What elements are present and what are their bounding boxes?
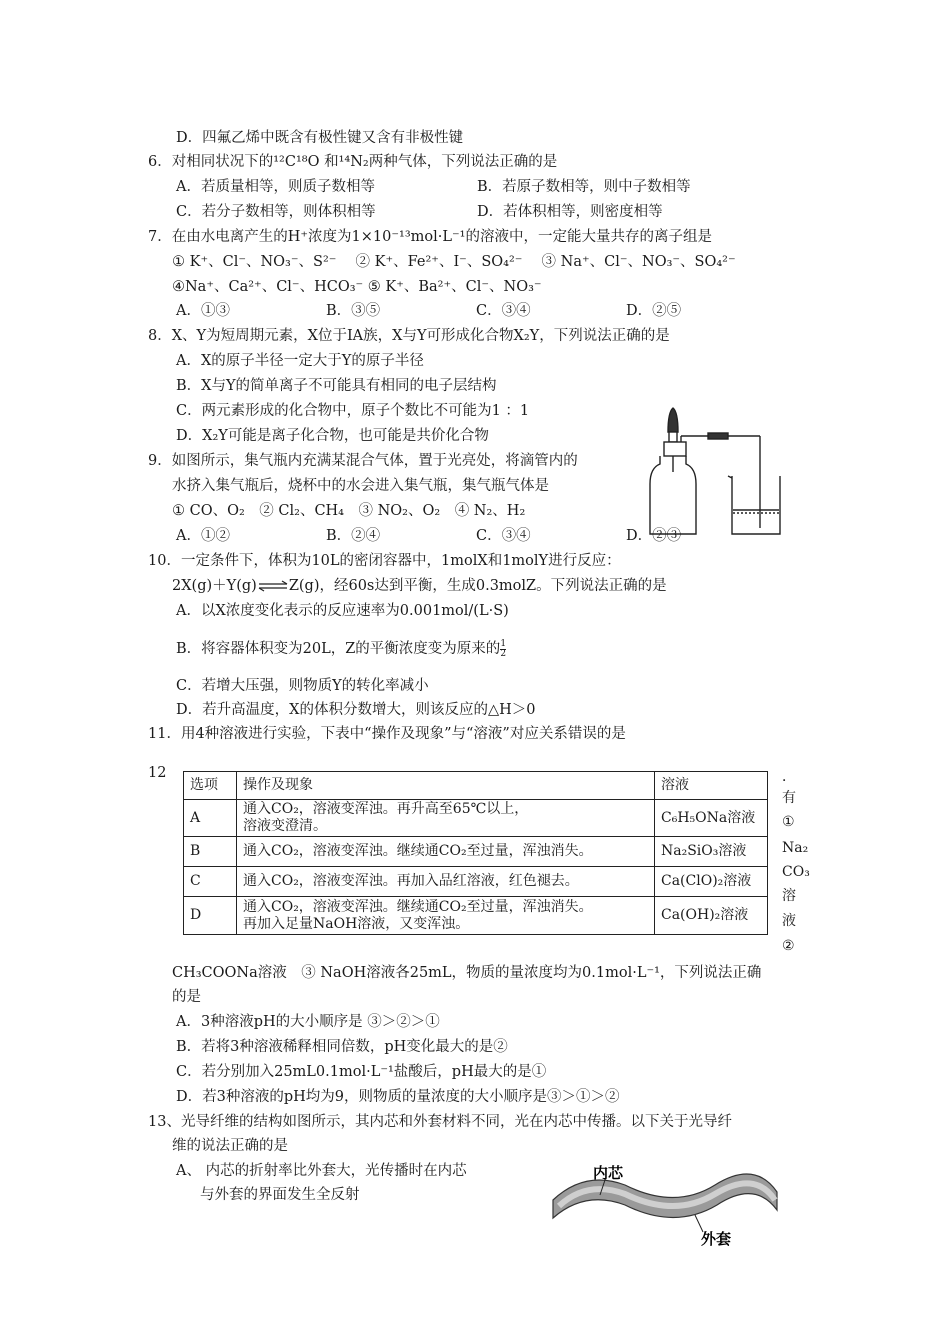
q9-option-b: B．②④	[326, 528, 381, 544]
q10-stem: 10．一定条件下，体积为10L的密闭容器中，1molX和1molY进行反应：	[148, 553, 621, 569]
table-cell-option: C	[184, 867, 237, 897]
q6-option-d: D．若体积相等，则密度相等	[477, 204, 663, 220]
q8-option-a: A．X的原子半径一定大于Y的原子半径	[176, 353, 424, 369]
side-text-4: Na₂	[782, 840, 809, 856]
q9-option-a: A．①②	[176, 528, 230, 544]
table-cell-solution: Ca(ClO)₂溶液	[655, 867, 768, 897]
q7-ion-groups-1: ① K⁺、Cl⁻、NO₃⁻、S²⁻ ② K⁺、Fe²⁺、I⁻、SO₄²⁻ ③ Na⁺、Cl⁻、NO₃⁻、SO₄²⁻	[172, 254, 736, 270]
q13-stem-line2: 维的说法正确的是	[172, 1138, 288, 1154]
q9-stem-line2: 水挤入集气瓶后，烧杯中的水会进入集气瓶，集气瓶气体是	[172, 478, 549, 494]
q9-gas-list: ① CO、O₂ ② Cl₂、CH₄ ③ NO₂、O₂ ④ N₂、H₂	[172, 503, 526, 519]
q13-option-a-line2: 与外套的界面发生全反射	[200, 1187, 360, 1203]
q10-option-c: C．若增大压强，则物质Y的转化率减小	[176, 678, 429, 694]
side-text-6: 溶	[782, 888, 796, 904]
q11-stem: 11．用4种溶液进行实验，下表中“操作及现象”与“溶液”对应关系错误的是	[148, 726, 626, 742]
table-cell-operation: 通入CO₂，溶液变浑浊。再加入品红溶液，红色褪去。	[237, 867, 655, 897]
operation-line-1: 通入CO₂，溶液变浑浊。继续通CO₂至过量，浑浊消失。	[243, 898, 593, 915]
table-cell-option: A	[184, 800, 237, 837]
q6-option-a: A．若质量相等，则质子数相等	[176, 179, 375, 195]
q12-stem-cont: CH₃COONa溶液 ③ NaOH溶液各25mL，物质的量浓度均为0.1mol·L⁻¹，下列说法正确	[172, 965, 762, 981]
table-row	[184, 867, 768, 897]
side-text-7: 液	[782, 913, 796, 929]
q7-option-c: C．③④	[476, 303, 531, 319]
table-cell-solution: Ca(OH)₂溶液	[655, 897, 768, 935]
q6-stem: 6．对相同状况下的¹²C¹⁸O 和¹⁴N₂两种气体，下列说法正确的是	[148, 154, 558, 170]
side-text-3: ①	[782, 814, 795, 830]
gas-bottle-apparatus-figure	[640, 400, 790, 540]
table-row	[184, 897, 768, 935]
fraction-numerator: 1	[500, 638, 507, 649]
table-header-operation: 操作及现象	[237, 772, 655, 800]
side-text-5: CO₃	[782, 864, 810, 880]
q9-option-c: C．③④	[476, 528, 531, 544]
jacket-label: 外套	[701, 1230, 732, 1248]
table-cell-solution: C₆H₅ONa溶液	[655, 800, 768, 837]
q12-option-b: B．若将3种溶液稀释相同倍数，pH变化最大的是②	[176, 1039, 508, 1055]
optical-fiber-figure	[545, 1140, 785, 1250]
table-cell-solution: Na₂SiO₃溶液	[655, 837, 768, 867]
q7-option-b: B．③⑤	[326, 303, 381, 319]
table-cell-operation	[237, 800, 655, 837]
q12-option-d: D．若3种溶液的pH均为9，则物质的量浓度的大小顺序是③＞①＞②	[176, 1089, 620, 1105]
side-text-1: ．	[782, 769, 796, 785]
q6-option-c: C．若分子数相等，则体积相等	[176, 204, 376, 220]
q7-option-a: A．①③	[176, 303, 230, 319]
q10-option-b	[176, 639, 506, 659]
q8-option-d: D．X₂Y可能是离子化合物，也可能是共价化合物	[176, 428, 489, 444]
q10-equation-reactants: 2X(g)＋Y(g)	[172, 578, 257, 594]
q7-ion-groups-2: ④Na⁺、Ca²⁺、Cl⁻、HCO₃⁻ ⑤ K⁺、Ba²⁺、Cl⁻、NO₃⁻	[172, 279, 542, 295]
operation-line-1: 通入CO₂，溶液变浑浊。再升高至65℃以上，	[243, 801, 529, 817]
table-cell-operation: 通入CO₂，溶液变浑浊。继续通CO₂至过量，浑浊消失。	[237, 837, 655, 867]
side-text-2: 有	[782, 790, 796, 806]
table-cell-option: B	[184, 837, 237, 867]
q5-option-d: D．四氟乙烯中既含有极性键又含有非极性键	[176, 130, 464, 146]
q9-stem-line1: 9．如图所示，集气瓶内充满某混合气体，置于光亮处，将滴管内的	[148, 453, 578, 469]
q12-number: 12	[148, 765, 167, 781]
q8-option-c: C．两元素形成的化合物中，原子个数比不可能为1 ：1	[176, 403, 530, 419]
core-label: 内芯	[593, 1164, 624, 1182]
q6-option-b: B．若原子数相等，则中子数相等	[477, 179, 691, 195]
q10-fraction	[500, 640, 506, 659]
q12-option-c: C．若分别加入25mL0.1mol·L⁻¹盐酸后，pH最大的是①	[176, 1064, 547, 1080]
table-cell-operation	[237, 897, 655, 935]
q13-option-a-line1: A、 内芯的折射率比外套大，光传播时在内芯	[176, 1163, 467, 1179]
experiment-table	[183, 771, 768, 935]
operation-line-2: 溶液变澄清。	[243, 818, 327, 834]
q13-stem-line1: 13、光导纤维的结构如图所示，其内芯和外套材料不同，光在内芯中传播。以下关于光导纤	[148, 1114, 732, 1130]
q7-option-d: D．②⑤	[626, 303, 682, 319]
q12-option-a: A．3种溶液pH的大小顺序是 ③＞②＞①	[176, 1014, 440, 1030]
table-header-option: 选项	[184, 772, 237, 800]
q10-equation	[172, 576, 667, 596]
table-row	[184, 800, 768, 837]
q10-option-a: A．以X浓度变化表示的反应速率为0.001mol/(L·S)	[176, 603, 509, 619]
q10-option-b-text: B．将容器体积变为20L，Z的平衡浓度变为原来的	[176, 641, 501, 657]
q10-option-d: D．若升高温度，X的体积分数增大，则该反应的△H＞0	[176, 702, 536, 718]
table-row	[184, 837, 768, 867]
table-header-row	[184, 772, 768, 800]
q9-option-d: D．②③	[626, 528, 682, 544]
q7-stem: 7．在由水电离产生的H⁺浓度为1×10⁻¹³mol·L⁻¹的溶液中，一定能大量共存的离子组是	[148, 229, 712, 245]
table-header-solution: 溶液	[655, 772, 768, 800]
reversible-arrow-icon	[257, 580, 289, 592]
q8-stem: 8．X、Y为短周期元素，X位于IA族，X与Y可形成化合物X₂Y，下列说法正确的是	[148, 328, 670, 344]
operation-line-2: 再加入足量NaOH溶液，又变浑浊。	[243, 915, 470, 932]
side-text-8: ②	[782, 938, 795, 954]
q12-stem-cont2: 的是	[172, 989, 201, 1005]
q10-equation-products: Z(g)，经60s达到平衡，生成0.3molZ。下列说法正确的是	[288, 578, 667, 594]
fraction-denominator: 2	[500, 648, 507, 659]
q8-option-b: B．X与Y的简单离子不可能具有相同的电子层结构	[176, 378, 497, 394]
table-cell-option: D	[184, 897, 237, 935]
